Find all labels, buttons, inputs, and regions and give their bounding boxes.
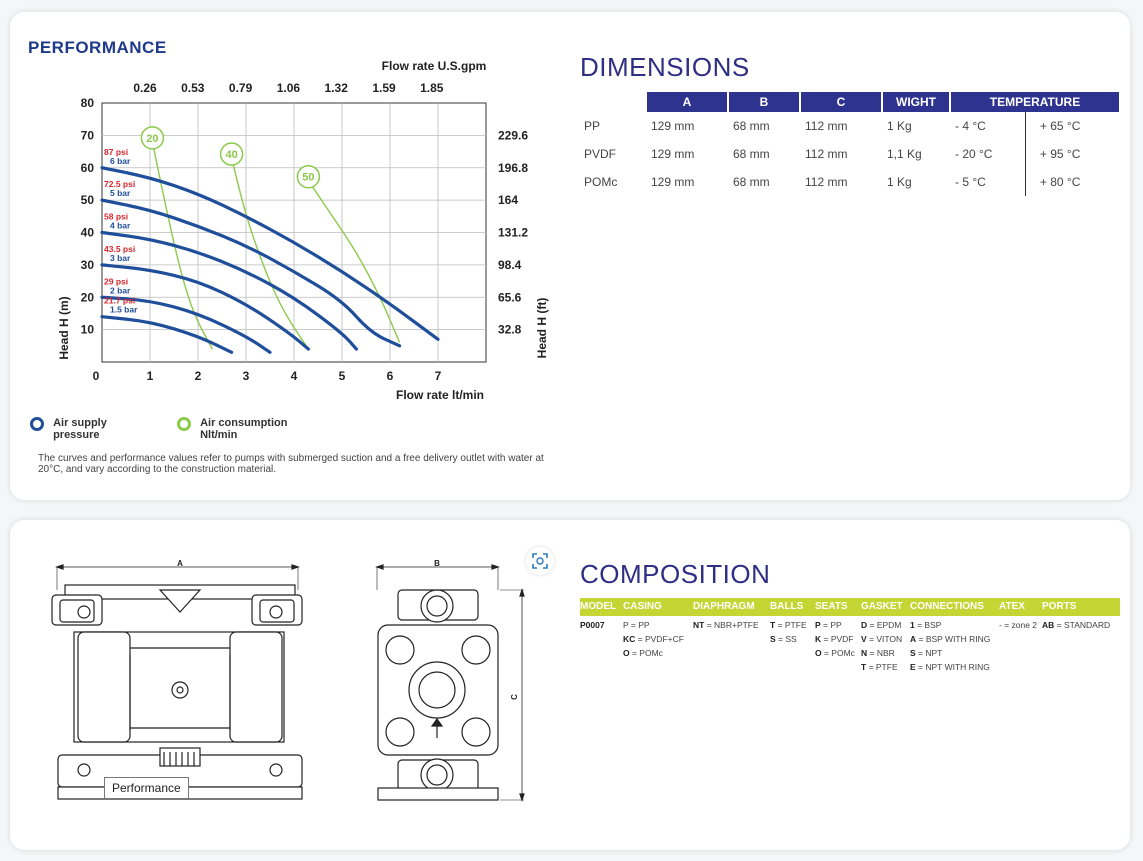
dimensions-cell-b: 68 mm <box>733 119 770 133</box>
consumption-label: 20 <box>146 132 159 145</box>
dimensions-title: DIMENSIONS <box>580 52 750 82</box>
dimensions-header-weight: WIGHT <box>883 92 949 112</box>
x-tick-label: 4 <box>290 369 298 383</box>
composition-item-code: S <box>770 634 776 644</box>
composition-item-value: = STANDARD <box>1054 620 1111 630</box>
dimensions-cell-b: 68 mm <box>733 175 770 189</box>
dimensions-cell-weight: 1 Kg <box>887 175 912 189</box>
composition-header-model: MODEL <box>580 601 617 612</box>
top-tick-label: 0.53 <box>181 81 205 95</box>
pressure-bar-label: 4 bar <box>110 220 131 231</box>
dimensions-cell-tmax: + 80 °C <box>1025 168 1119 196</box>
composition-header-atex: ATEX <box>999 601 1025 612</box>
composition-item-code: V <box>861 634 867 644</box>
composition-item-code: O <box>623 648 630 658</box>
x-axis-label: Flow rate lt/min <box>395 388 485 402</box>
dimensions-header-temperature: TEMPERATURE <box>951 92 1119 112</box>
dimensions-header-b: B <box>729 92 799 112</box>
dimensions-header-a: A <box>647 92 727 112</box>
dimensions-cell-name: PP <box>584 119 601 133</box>
y-tick-label: 80 <box>80 96 94 110</box>
legend-air-supply-line2: pressure <box>53 429 100 441</box>
legend-air-consumption-line1: Air consumption <box>200 417 288 429</box>
y-tick-label: 70 <box>80 128 94 143</box>
composition-item-value: = PTFE <box>775 620 807 630</box>
composition-item-value: = POMc <box>821 648 855 658</box>
y-tick-label: 50 <box>80 193 94 208</box>
top-tick-label: 0.79 <box>228 81 253 95</box>
zoom-button[interactable] <box>526 547 554 575</box>
y-tick-label: 30 <box>80 257 94 272</box>
y-tick-label: 40 <box>80 225 94 240</box>
dimensions-header-c: C <box>801 92 881 112</box>
pressure-psi-label: 58 psi <box>104 211 129 222</box>
y-right-tick-label: 229.6 <box>498 128 529 143</box>
dimensions-cell-name: POMc <box>584 175 618 189</box>
composition-item-value: = PP <box>820 620 842 630</box>
top-tick-label: 0.26 <box>133 81 157 95</box>
x-tick-label: 3 <box>242 369 250 383</box>
composition-item-value: = PTFE <box>866 662 898 672</box>
composition-item-value: = NPT <box>915 648 943 658</box>
top-axis-label: Flow rate U.S.gpm <box>381 59 487 73</box>
x-tick-label: 7 <box>434 369 442 383</box>
top-tick-label: 1.32 <box>324 81 348 95</box>
dimension-c-label: C <box>510 694 519 700</box>
dimensions-cell-tmax: + 65 °C <box>1025 112 1119 140</box>
y-axis-label: Head H (m) <box>57 296 71 360</box>
dimensions-cell-b: 68 mm <box>733 147 770 161</box>
pressure-psi-label: 29 psi <box>104 276 129 287</box>
pressure-bar-label: 3 bar <box>110 252 131 263</box>
x-tick-label: 5 <box>338 369 346 383</box>
composition-item-code: N <box>861 648 868 658</box>
composition-item-code: E <box>910 662 916 672</box>
x-tick-label: 2 <box>194 369 202 383</box>
composition-item-code: K <box>815 634 822 644</box>
composition-item-value: = NBR <box>867 648 895 658</box>
performance-tooltip: Performance <box>104 777 189 799</box>
dimensions-cell-name: PVDF <box>584 147 617 161</box>
front-view-drawing <box>52 565 302 799</box>
dimensions-cell-a: 129 mm <box>651 119 695 133</box>
composition-item-value: = SS <box>775 634 797 644</box>
composition-item-code: 1 <box>910 620 915 630</box>
composition-item-code: AB <box>1042 620 1055 630</box>
composition-header-seats: SEATS <box>815 601 848 612</box>
dimensions-cell-c: 112 mm <box>805 147 848 161</box>
y-right-tick-label: 65.6 <box>498 290 522 305</box>
composition-item-code: P <box>815 620 821 630</box>
y-tick-label: 60 <box>80 160 94 175</box>
composition-item-value: = NPT WITH RING <box>915 662 990 672</box>
pressure-bar-label: 2 bar <box>110 285 131 296</box>
pressure-bar-label: 5 bar <box>110 188 131 199</box>
x-tick-label: 0 <box>92 369 100 383</box>
composition-item-value: = BSP <box>914 620 942 630</box>
top-tick-label: 1.59 <box>372 81 396 95</box>
legend-air-supply-line1: Air supply <box>53 417 107 429</box>
legend-air-consumption-line2: Nlt/min <box>200 429 238 441</box>
composition-item-value: - = zone 2 <box>999 620 1038 630</box>
y-right-tick-label: 32.8 <box>498 322 522 337</box>
dimensions-cell-weight: 1,1 Kg <box>887 147 922 161</box>
composition-header-casing: CASING <box>623 601 662 612</box>
dimensions-cell-c: 112 mm <box>805 119 848 133</box>
y-right-tick-label: 164 <box>498 193 519 208</box>
composition-item-code: KC <box>623 634 636 644</box>
composition-item-value: = POMc <box>629 648 663 658</box>
consumption-label: 50 <box>302 171 315 184</box>
dimension-a-label: A <box>177 559 183 568</box>
composition-title: COMPOSITION <box>580 559 771 589</box>
composition-item-value: = VITON <box>866 634 903 644</box>
composition-item-code: A <box>910 634 917 644</box>
pressure-bar-label: 6 bar <box>110 155 131 166</box>
zoom-icon <box>532 553 548 569</box>
performance-title: PERFORMANCE <box>28 38 167 57</box>
dimensions-cell-a: 129 mm <box>651 147 695 161</box>
composition-item-code: T <box>770 620 776 630</box>
y-right-tick-label: 98.4 <box>498 257 522 272</box>
consumption-label: 40 <box>225 149 238 162</box>
composition-header-diaphragm: DIAPHRAGM <box>693 601 755 612</box>
composition-item-value: = EPDM <box>867 620 902 630</box>
composition-item-code: D <box>861 620 868 630</box>
composition-item-value: = PVDF+CF <box>635 634 684 644</box>
composition-header-ports: PORTS <box>1042 601 1077 612</box>
y-right-axis-label: Head H (ft) <box>535 297 549 359</box>
y-right-tick-label: 131.2 <box>498 225 529 240</box>
composition-item-value: = NBR+PTFE <box>704 620 759 630</box>
dimension-b-label: B <box>434 559 440 568</box>
composition-item-code: S <box>910 648 916 658</box>
performance-note: The curves and performance values refer to pumps with submerged suction and a free delivery outlet with water at 20°C, and vary according to the construction material. <box>38 453 544 475</box>
composition-header-balls: BALLS <box>770 601 804 612</box>
composition-header-connections: CONNECTIONS <box>910 601 984 612</box>
pressure-psi-label: 87 psi <box>104 146 129 157</box>
composition-item-code: NT <box>693 620 705 630</box>
dimensions-cell-a: 129 mm <box>651 175 695 189</box>
pressure-psi-label: 21.7 psi <box>104 295 136 306</box>
composition-item-code: T <box>861 662 867 672</box>
composition-header-gasket: GASKET <box>861 601 903 612</box>
dimensions-cell-tmax: + 95 °C <box>1025 140 1119 168</box>
top-tick-label: 1.85 <box>420 81 444 95</box>
pressure-psi-label: 43.5 psi <box>104 243 136 254</box>
pressure-bar-label: 1.5 bar <box>110 304 138 315</box>
y-tick-label: 10 <box>80 322 94 337</box>
top-tick-label: 1.06 <box>276 81 301 95</box>
dimensions-cell-tmin: - 20 °C <box>955 147 993 161</box>
dimensions-cell-c: 112 mm <box>805 175 848 189</box>
x-tick-label: 1 <box>146 369 154 383</box>
dimensions-cell-tmin: - 5 °C <box>955 175 986 189</box>
side-view-drawing <box>377 565 524 800</box>
x-tick-label: 6 <box>386 369 394 383</box>
y-right-tick-label: 196.8 <box>498 160 529 175</box>
dimensions-cell-weight: 1 Kg <box>887 119 912 133</box>
composition-item-value: = PVDF <box>821 634 854 644</box>
y-tick-label: 20 <box>80 290 94 305</box>
composition-item-value: P = PP <box>623 620 650 630</box>
pressure-psi-label: 72.5 psi <box>104 179 136 190</box>
composition-item-code: O <box>815 648 822 658</box>
dimensions-cell-tmin: - 4 °C <box>955 119 986 133</box>
composition-item-code: P0007 <box>580 620 605 630</box>
composition-item-value: = BSP WITH RING <box>916 634 991 644</box>
